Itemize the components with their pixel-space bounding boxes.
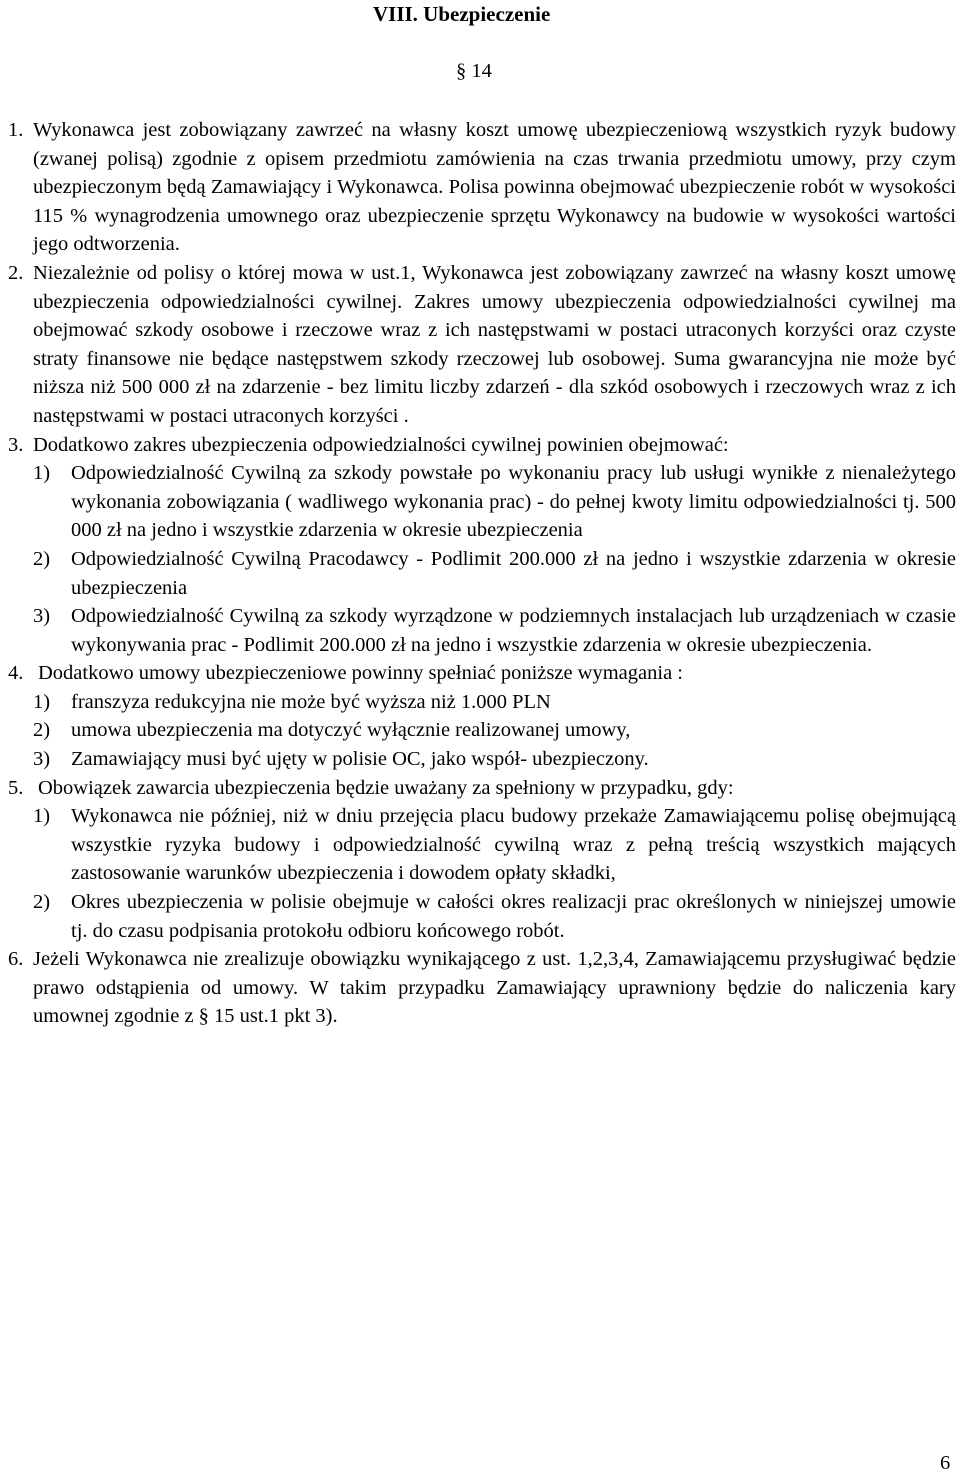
clause-text: Dodatkowo zakres ubezpieczenia odpowiedzialności cywilnej powinien obejmować: (33, 433, 729, 456)
clause-text: Wykonawca jest zobowiązany zawrzeć na własny koszt umowę ubezpieczeniową wszystkich ryzyk budowy (zwanej polisą) zgodnie z opisem przedmiotu zamówienia na czas trwania przedmiotu umowy, przy czym ubezpieczonym będą Zamawiający i Wykonawca. Polisa powinna obejmować ubezpieczenie robót w wysokości 115 % wynagrodzenia umownego oraz ubezpieczenie sprzętu Wykonawcy na budowie w wysokości wartości jego odtworzenia. (33, 119, 956, 256)
subitem (8, 602, 956, 659)
clause-text: Dodatkowo umowy ubezpieczeniowe powinny spełniać poniższe wymagania : (38, 662, 683, 685)
clause-2 (8, 259, 956, 431)
clause-3 (8, 431, 956, 460)
subitem-number: 1) (33, 462, 51, 485)
subitem-text: Okres ubezpieczenia w polisie obejmuje w całości okres realizacji prac określonych w niniejszej umowie tj. do czasu podpisania protokołu odbioru końcowego robót. (71, 891, 956, 942)
subitem (8, 888, 956, 945)
clause-text: Obowiązek zawarcia ubezpieczenia będzie uważany za spełniony w przypadku, gdy: (38, 776, 734, 799)
subitem-text: Odpowiedzialność Cywilną Pracodawcy - Podlimit 200.000 zł na jedno i wszystkie zdarzenia w okresie ubezpieczenia (71, 547, 956, 599)
subitem-number: 3) (33, 748, 51, 771)
clause-number: 1. (8, 119, 24, 141)
subitem-text: Zamawiający musi być ujęty w polisie OC, jako współ- ubezpieczony. (71, 748, 649, 771)
clause-4 (8, 659, 956, 688)
clause-text: Jeżeli Wykonawca nie zrealizuje obowiązku wynikającego z ust. 1,2,3,4, Zamawiającemu przysługiwać będzie prawo odstąpienia od umowy. W takim przypadku Zamawiający uprawniony będzie do naliczenia kary umownej zgodnie z § 15 ust.1 pkt 3). (33, 948, 956, 1028)
clause-number: 5. (8, 776, 24, 799)
subitem-text: umowa ubezpieczenia ma dotyczyć wyłącznie realizowanej umowy, (71, 719, 631, 742)
clause-number: 3. (8, 433, 24, 456)
subitem-number: 2) (33, 547, 51, 570)
body-text (8, 116, 956, 1031)
subitem-text: Odpowiedzialność Cywilną za szkody powstałe po wykonaniu pracy lub usługi wynikłe z nienależytego wykonania zobowiązania ( wadliwego wykonania prac) - do pełnej kwoty limitu odpowiedzialności tj. 500 000 zł na jedno i wszystkie zdarzenia w okresie ubezpieczenia (71, 462, 956, 542)
clause-number: 4. (8, 662, 24, 685)
subitem-number: 1) (33, 805, 51, 828)
subitem-number: 3) (33, 605, 51, 628)
subitem (8, 802, 956, 888)
subitem-text: Wykonawca nie później, niż w dniu przejęcia placu budowy przekaże Zamawiającemu polisę obejmującą wszystkie ryzyka budowy i odpowiedzialność cywilną wraz z pełną treścią wszystkich mających zastosowanie warunków ubezpieczenia i dowodem opłaty składki, (71, 805, 956, 885)
subitem-text: franszyza redukcyjna nie może być wyższa niż 1.000 PLN (71, 690, 551, 713)
clause-number: 2. (8, 261, 24, 284)
subitem (8, 459, 956, 545)
page-number: 6 (940, 1452, 951, 1474)
clause-5 (8, 774, 956, 803)
subitem-number: 2) (33, 891, 51, 914)
clause-text: Niezależnie od polisy o której mowa w ust.1, Wykonawca jest zobowiązany zawrzeć na własny koszt umowę ubezpieczenia odpowiedzialności cywilnej. Zakres umowy ubezpieczenia odpowiedzialności cywilnej ma obejmować szkody osobowe i rzeczowe wraz z ich następstwami w postaci utraconych korzyści oraz czyste straty finansowe nie będące następstwem szkody rzeczowej lub osobowej. Suma gwarancyjna nie może być niższa niż 500 000 zł na zdarzenie - bez limitu liczby zdarzeń - dla szkód osobowych i rzeczowych wraz z ich następstwami w postaci utraconych korzyści . (33, 261, 956, 427)
subitem-number: 2) (33, 719, 51, 742)
clause-number: 6. (8, 948, 24, 971)
clause-3-subitems (8, 459, 956, 659)
subitem (8, 745, 956, 774)
subitem (8, 716, 956, 745)
clause-1 (8, 116, 956, 259)
paragraph-number: § 14 (456, 60, 492, 82)
clause-5-subitems (8, 802, 956, 945)
subitem-number: 1) (33, 690, 51, 713)
subitem-text: Odpowiedzialność Cywilną za szkody wyrządzone w podziemnych instalacjach lub urządzeniach w czasie wykonywania prac - Podlimit 200.000 zł na jedno i wszystkie zdarzenia w okresie ubezpieczenia. (71, 605, 956, 656)
subitem (8, 545, 956, 602)
subitem (8, 688, 956, 717)
section-heading: VIII. Ubezpieczenie (373, 2, 551, 26)
clause-4-subitems (8, 688, 956, 774)
clause-6 (8, 945, 956, 1031)
